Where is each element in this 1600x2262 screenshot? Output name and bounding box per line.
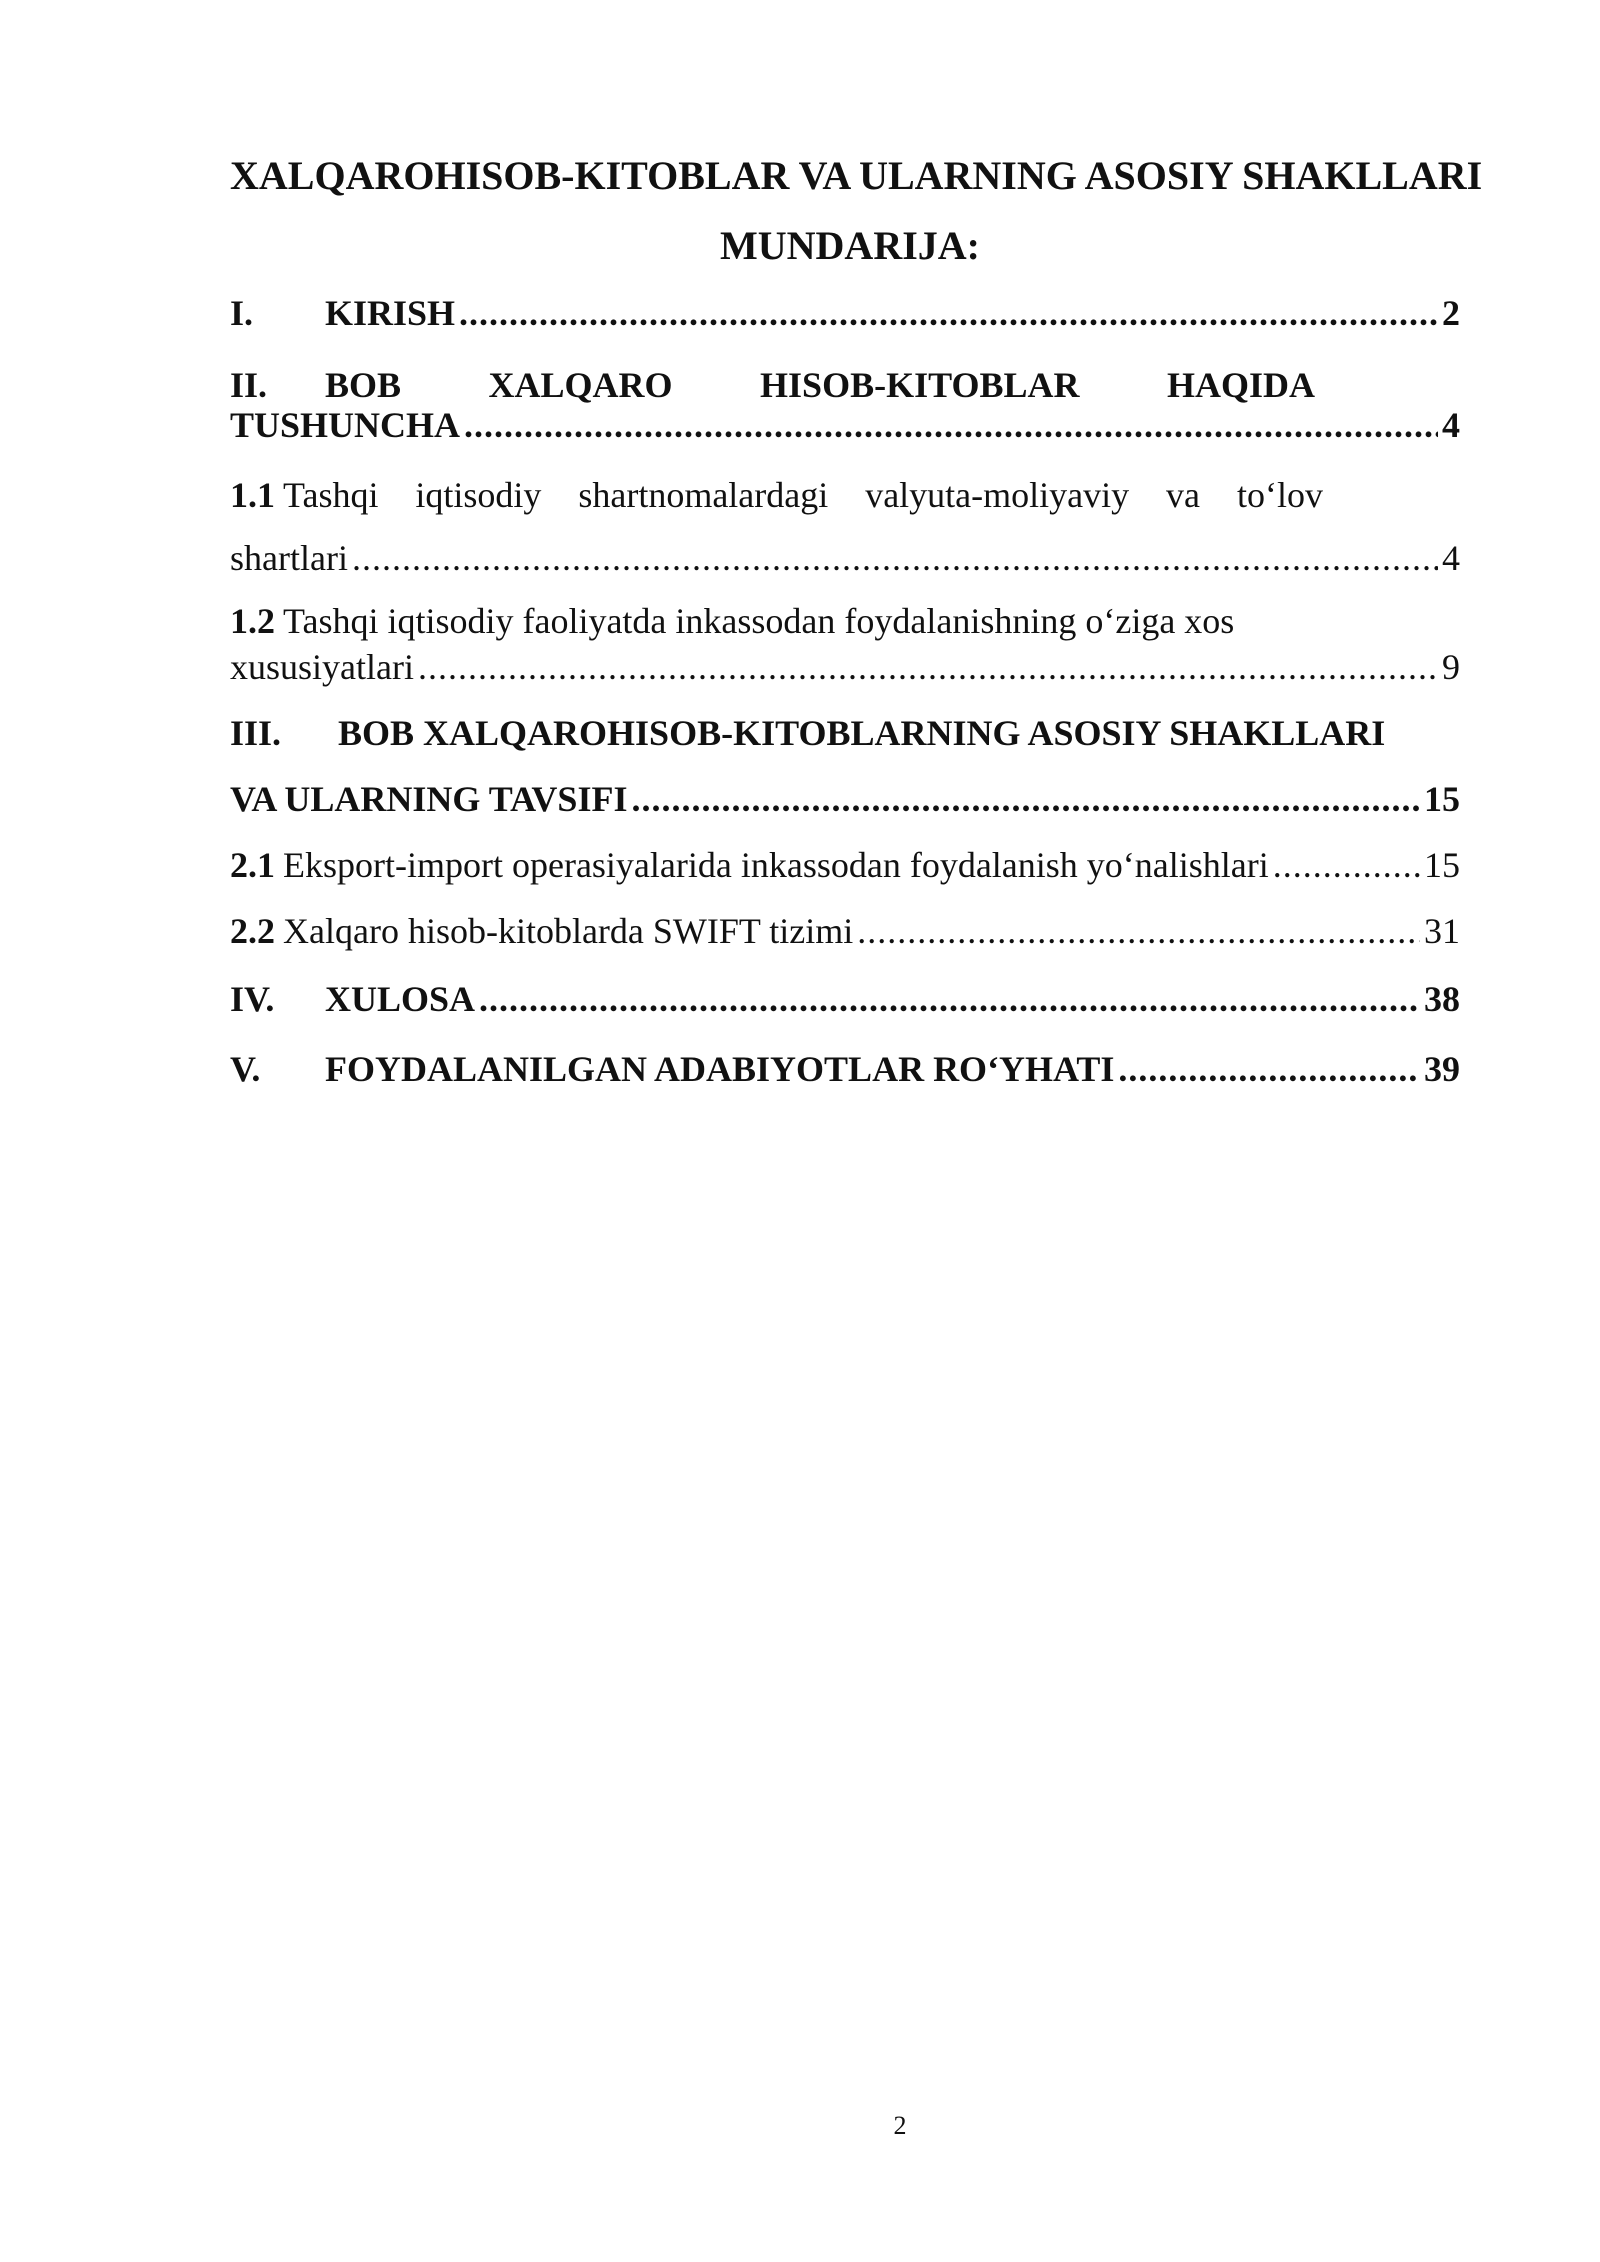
- toc-number: III.: [230, 713, 282, 753]
- toc-entry-1-1[interactable]: [230, 472, 1460, 518]
- toc-leader: [352, 535, 1438, 581]
- toc-leader: [464, 402, 1438, 448]
- toc-entry-chapter-3-cont[interactable]: [230, 776, 1460, 822]
- toc-title: XULOSA: [325, 979, 476, 1019]
- toc-entry-1-1-cont[interactable]: [230, 535, 1460, 581]
- toc-leader: [857, 908, 1420, 954]
- toc-title: Eksport-import operasiyalarida inkassodan foydalanish yo‘nalishlari: [283, 845, 1269, 885]
- toc-entry-adabiyotlar[interactable]: [230, 1046, 1460, 1092]
- toc-title: FOYDALANILGAN ADABIYOTLAR RO‘YHATI: [325, 1049, 1115, 1089]
- toc-title: xususiyatlari: [230, 647, 414, 687]
- toc-leader: [479, 976, 1420, 1022]
- document-title: XALQAROHISOB-KITOBLAR VA ULARNING ASOSIY SHAKLLARI: [230, 153, 1483, 198]
- toc-page: 4: [1442, 538, 1460, 578]
- toc-leader: [459, 290, 1438, 336]
- toc-title: VA ULARNING TAVSIFI: [230, 779, 628, 819]
- toc-entry-2-1[interactable]: [230, 842, 1460, 888]
- toc-entry-1-2[interactable]: [230, 598, 1460, 644]
- toc-title: Tashqi iqtisodiy shartnomalardagi valyuta-moliyaviy va to‘lov: [283, 475, 1323, 515]
- toc-entry-chapter-3[interactable]: [230, 710, 1460, 756]
- page-number: 2: [893, 2111, 907, 2140]
- toc-number: 1.1: [230, 475, 275, 515]
- toc-number: V.: [230, 1049, 261, 1089]
- toc-entry-kirish[interactable]: [230, 290, 1460, 336]
- toc-number: 1.2: [230, 601, 275, 641]
- toc-entry-xulosa[interactable]: [230, 976, 1460, 1022]
- toc-number: II.: [230, 365, 268, 405]
- toc-page: 31: [1424, 911, 1460, 951]
- toc-entry-1-2-cont[interactable]: [230, 644, 1460, 690]
- toc-number: IV.: [230, 979, 275, 1019]
- toc-leader: [1118, 1046, 1420, 1092]
- toc-entry-2-2[interactable]: [230, 908, 1460, 954]
- toc-title: Tashqi iqtisodiy faoliyatda inkassodan foydalanishning o‘ziga xos: [283, 601, 1235, 641]
- toc-page: 2: [1442, 293, 1460, 333]
- toc-page: 4: [1442, 405, 1460, 445]
- toc-leader: [418, 644, 1438, 690]
- toc-leader: [1273, 842, 1420, 888]
- toc-title: BOB XALQARO HISOB-KITOBLAR HAQIDA: [325, 365, 1315, 405]
- toc-page: 15: [1424, 779, 1460, 819]
- toc-number: I.: [230, 293, 254, 333]
- contents-heading: MUNDARIJA:: [720, 223, 980, 268]
- toc-page: 15: [1424, 845, 1460, 885]
- toc-number: 2.2: [230, 911, 275, 951]
- toc-page: 39: [1424, 1049, 1460, 1089]
- toc-number: 2.1: [230, 845, 275, 885]
- toc-title: BOB XALQAROHISOB-KITOBLARNING ASOSIY SHAKLLARI: [338, 713, 1386, 753]
- toc-entry-chapter-2-cont[interactable]: [230, 402, 1460, 448]
- toc-page: 38: [1424, 979, 1460, 1019]
- toc-title: TUSHUNCHA: [230, 405, 461, 445]
- toc-leader: [631, 776, 1420, 822]
- toc-title: KIRISH: [325, 293, 456, 333]
- toc-title: shartlari: [230, 538, 348, 578]
- toc-page: 9: [1442, 647, 1460, 687]
- toc-title: Xalqaro hisob-kitoblarda SWIFT tizimi: [283, 911, 854, 951]
